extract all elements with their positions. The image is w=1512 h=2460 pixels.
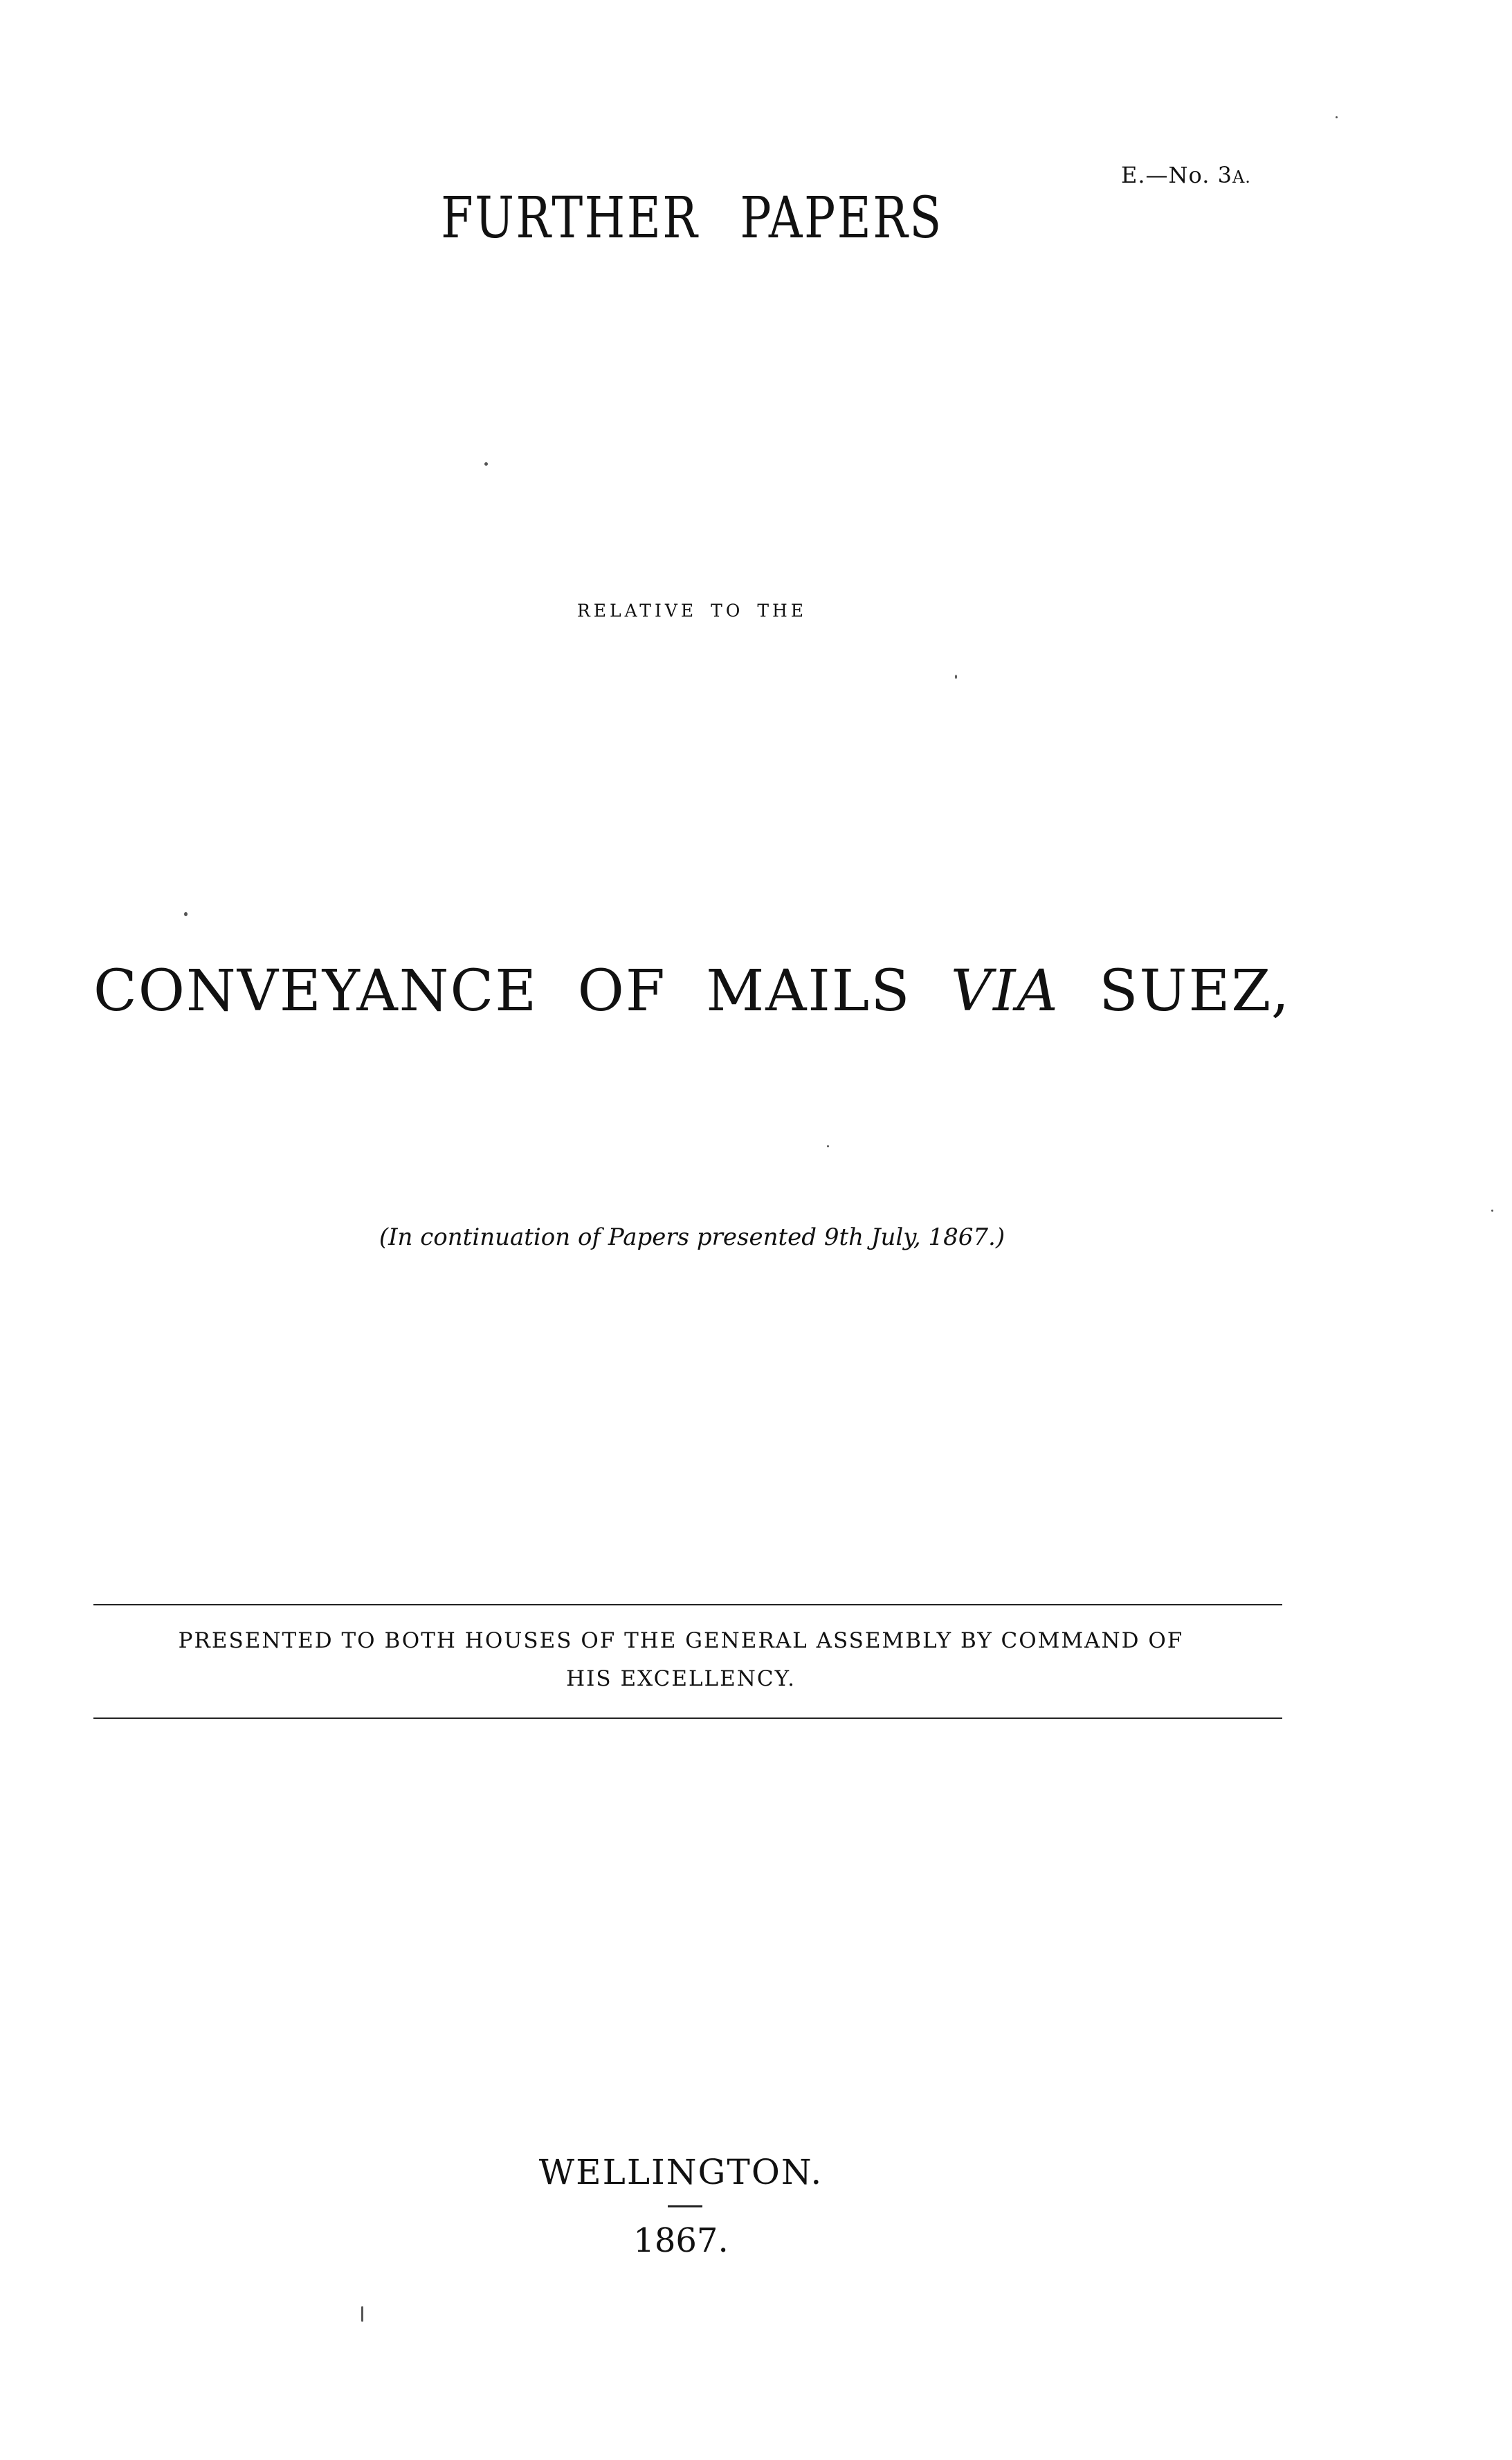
- subject-word-of: OF: [577, 958, 666, 1024]
- relative-word-2: TO: [711, 601, 744, 621]
- continuation-note: (In continuation of Papers presented 9th July, 1867.): [379, 1223, 1005, 1251]
- subject-word-conveyance: CONVEYANCE: [93, 958, 538, 1024]
- paper-speck: [184, 912, 188, 916]
- presented-line-1: PRESENTED TO BOTH HOUSES OF THE GENERAL ASSEMBLY BY COMMAND OF: [178, 1628, 1184, 1653]
- subject-word-mails: MAILS: [706, 958, 911, 1024]
- paper-speck: [1491, 1210, 1493, 1212]
- paper-speck: [361, 2306, 363, 2322]
- relative-word-1: RELATIVE: [576, 601, 698, 621]
- imprint-dash: [668, 2205, 702, 2207]
- imprint-year: 1867.: [633, 2221, 729, 2260]
- paper-speck: [827, 1145, 829, 1147]
- bottom-divider: [93, 1718, 1282, 1719]
- paper-speck: [955, 675, 957, 679]
- reference-prefix: E.—No. 3: [1121, 162, 1232, 188]
- subject-word-via: VIA: [950, 958, 1059, 1024]
- title-word-further: FURTHER: [441, 185, 700, 251]
- paper-speck: [1336, 116, 1338, 118]
- paper-speck: [484, 462, 488, 466]
- presented-line-2: HIS EXCELLENCY.: [566, 1666, 796, 1691]
- document-subject: [93, 958, 1291, 1024]
- relative-line: [0, 601, 1384, 621]
- top-divider: [93, 1604, 1282, 1605]
- document-title: [125, 185, 1259, 251]
- subject-word-suez: SUEZ,: [1099, 958, 1291, 1024]
- document-reference: [1121, 162, 1251, 188]
- imprint-place: WELLINGTON.: [538, 2152, 823, 2192]
- reference-suffix: A.: [1232, 167, 1251, 187]
- relative-word-3: THE: [757, 601, 808, 621]
- title-word-papers: PAPERS: [740, 185, 943, 251]
